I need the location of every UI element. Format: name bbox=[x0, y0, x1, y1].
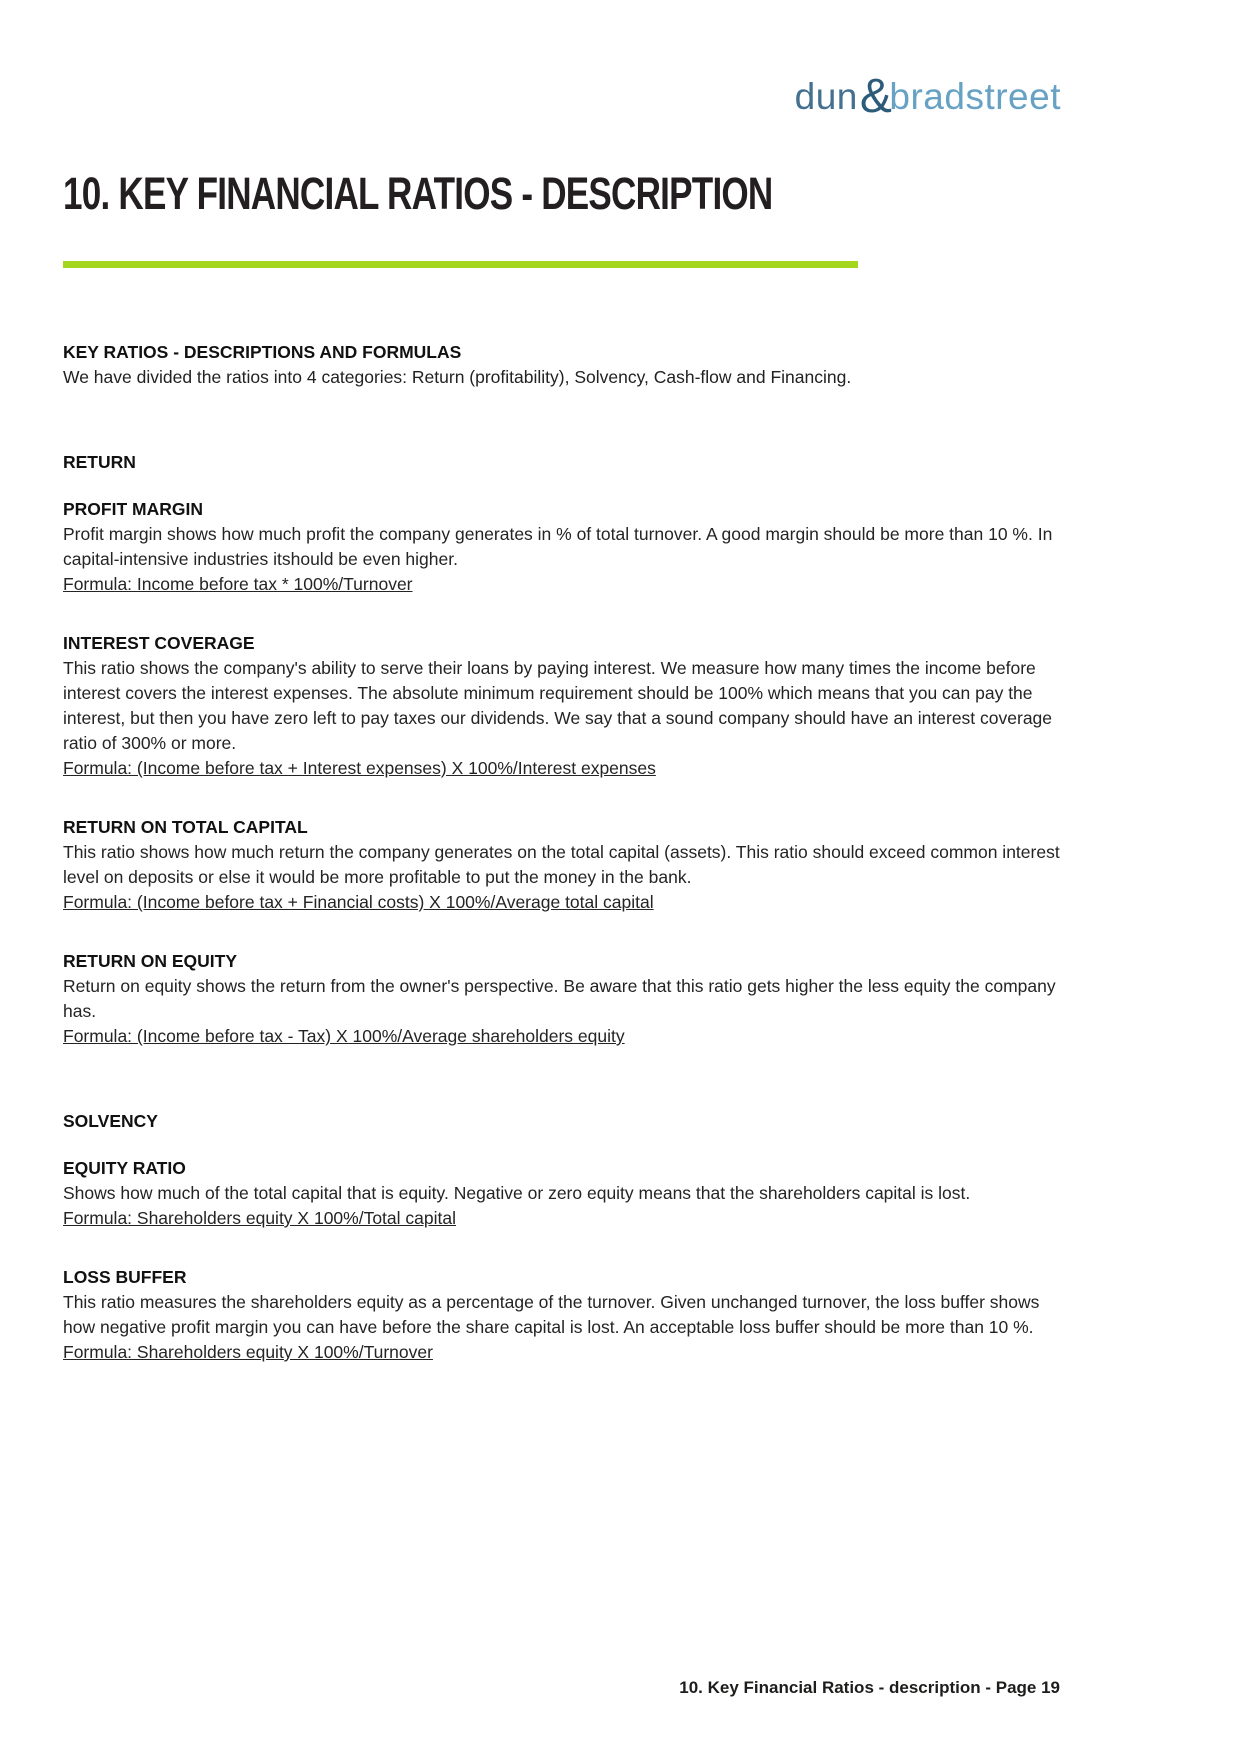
ratio-heading: LOSS BUFFER bbox=[63, 1267, 187, 1287]
ratio-return-on-total-capital bbox=[63, 815, 1068, 915]
green-title-rule bbox=[63, 261, 858, 268]
ratio-formula: Formula: Income before tax * 100%/Turnover bbox=[63, 574, 413, 594]
category-heading-solvency: SOLVENCY bbox=[63, 1111, 158, 1131]
ratio-formula: Formula: Shareholders equity X 100%/Total capital bbox=[63, 1208, 456, 1228]
ratio-heading: RETURN ON TOTAL CAPITAL bbox=[63, 817, 308, 837]
ratio-loss-buffer bbox=[63, 1265, 1068, 1365]
ratio-profit-margin bbox=[63, 497, 1068, 597]
ratio-description: This ratio shows how much return the company generates on the total capital (assets). This ratio should exceed common interest level on deposits or else it would be more profitable to put the money in the bank. bbox=[63, 842, 1060, 887]
ratio-description: This ratio measures the shareholders equity as a percentage of the turnover. Given unchanged turnover, the loss buffer shows how negative profit margin you can have before the share capital is lost. An acceptable loss buffer should be more than 10 %. bbox=[63, 1292, 1040, 1337]
ratio-description: Return on equity shows the return from the owner's perspective. Be aware that this ratio gets higher the less equity the company has. bbox=[63, 976, 1056, 1021]
ratio-heading: EQUITY RATIO bbox=[63, 1158, 186, 1178]
ratio-heading: RETURN ON EQUITY bbox=[63, 951, 238, 971]
logo-ampersand-icon: & bbox=[859, 70, 893, 123]
intro-block bbox=[63, 340, 1068, 390]
category-heading-return: RETURN bbox=[63, 452, 136, 472]
ratio-description: Profit margin shows how much profit the company generates in % of total turnover. A good margin should be more than 10 %. In capital-intensive industries itshould be even higher. bbox=[63, 524, 1053, 569]
intro-body: We have divided the ratios into 4 categories: Return (profitability), Solvency, Cash-flow and Financing. bbox=[63, 367, 852, 387]
ratio-formula: Formula: Shareholders equity X 100%/Turnover bbox=[63, 1342, 433, 1362]
logo-text-bradstreet: bradstreet bbox=[889, 76, 1061, 117]
ratio-formula: Formula: (Income before tax - Tax) X 100%/Average shareholders equity bbox=[63, 1026, 625, 1046]
page-footer: 10. Key Financial Ratios - description - Page 19 bbox=[679, 1678, 1060, 1697]
ratio-formula: Formula: (Income before tax + Interest expenses) X 100%/Interest expenses bbox=[63, 758, 656, 778]
ratio-equity-ratio bbox=[63, 1156, 1068, 1231]
ratio-heading: INTEREST COVERAGE bbox=[63, 633, 255, 653]
ratio-description: Shows how much of the total capital that is equity. Negative or zero equity means that the shareholders capital is lost. bbox=[63, 1183, 971, 1203]
ratio-interest-coverage bbox=[63, 631, 1068, 781]
ratio-description: This ratio shows the company's ability to serve their loans by paying interest. We measure how many times the income before interest covers the interest expenses. The absolute minimum requirement should be 100% which means that you can pay the interest, but then you have zero left to pay taxes our dividends. We say that a sound company should have an interest coverage ratio of 300% or more. bbox=[63, 658, 1053, 753]
ratio-return-on-equity bbox=[63, 949, 1068, 1049]
dun-and-bradstreet-logo bbox=[794, 70, 1061, 123]
intro-heading: KEY RATIOS - DESCRIPTIONS AND FORMULAS bbox=[63, 342, 462, 362]
page-title: 10. KEY FINANCIAL RATIOS - DESCRIPTION bbox=[63, 168, 773, 219]
ratio-formula: Formula: (Income before tax + Financial costs) X 100%/Average total capital bbox=[63, 892, 654, 912]
ratio-heading: PROFIT MARGIN bbox=[63, 499, 203, 519]
content-column bbox=[63, 340, 1068, 1399]
logo-text-dun: dun bbox=[794, 76, 858, 117]
